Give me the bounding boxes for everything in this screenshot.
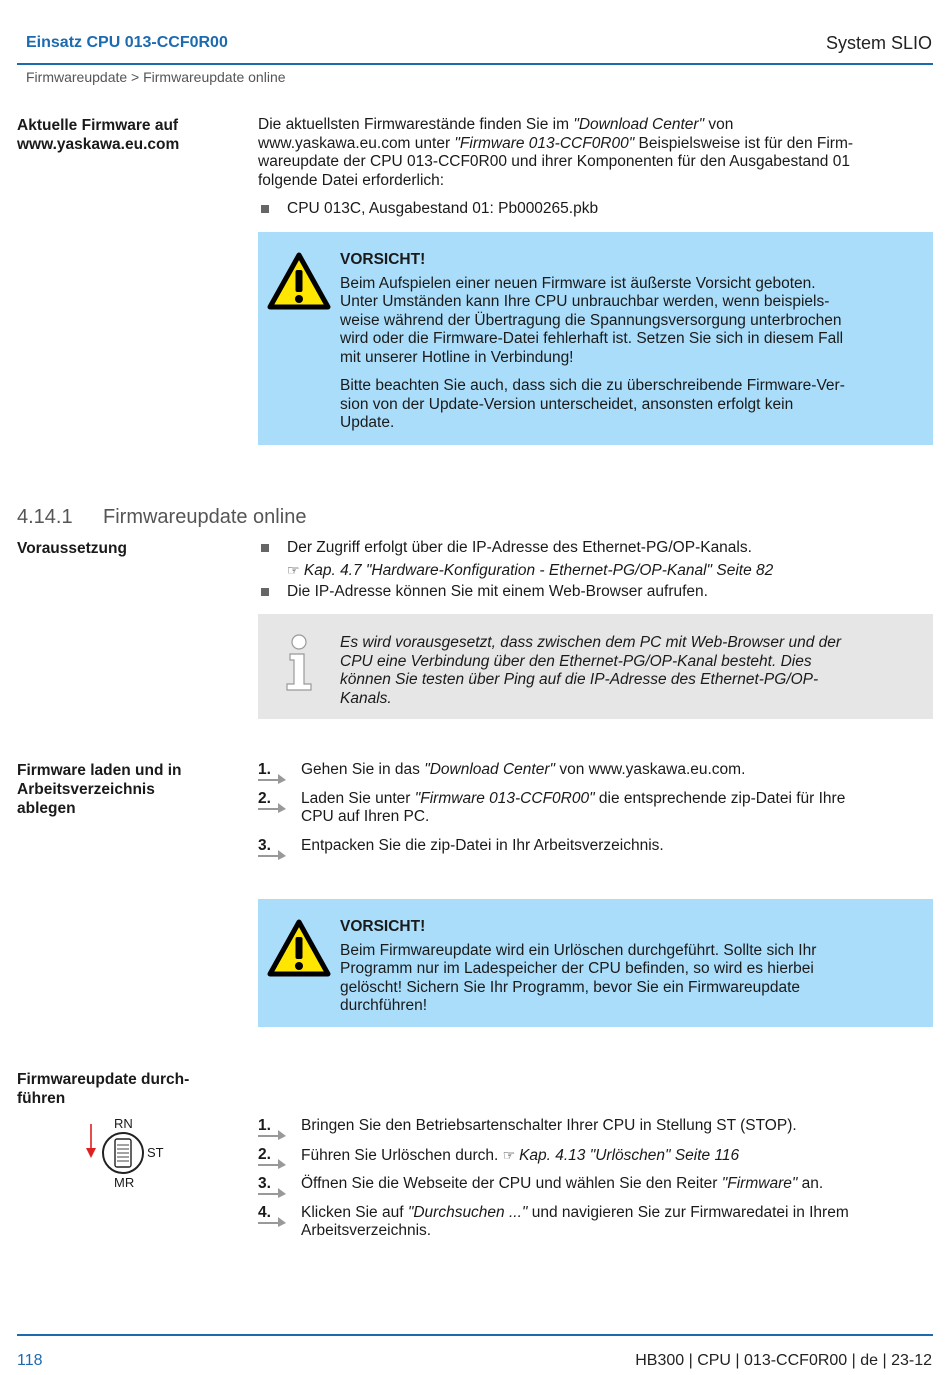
caution-title: VORSICHT! (340, 918, 426, 935)
side-heading-current-firmware (17, 116, 237, 154)
current-firmware-text (258, 116, 928, 219)
section-number: 4.14.1 (17, 506, 73, 528)
side-heading-line: führen (17, 1090, 66, 1107)
text: Laden Sie unter (301, 789, 415, 807)
bullet-square-icon (261, 205, 269, 213)
text: Es wird vorausgesetzt, dass zwischen dem PC mit Web-Browser und der (340, 634, 842, 651)
text: durchführen! (340, 997, 428, 1014)
side-heading-line: Aktuelle Firmware auf (17, 117, 179, 134)
cross-reference-link[interactable] (258, 561, 928, 581)
caution-box (258, 232, 933, 445)
text: CPU eine Verbindung über den Ethernet-PG/OP-Kanal besteht. Dies (340, 652, 812, 670)
bullet-text: CPU 013C, Ausgabestand 01: Pb000265.pkb (287, 200, 599, 217)
step-item (258, 837, 928, 856)
text: Bitte beachten Sie auch, dass sich die zu überschreibende Firmware-Ver- (340, 377, 845, 394)
caution-title: VORSICHT! (340, 251, 426, 268)
switch-label-rn: RN (114, 1116, 133, 1131)
step-item (258, 1117, 928, 1136)
document-title: Einsatz CPU 013-CCF0R00 (26, 34, 228, 51)
info-icon (282, 632, 316, 692)
text: von www.yaskawa.eu.com. (555, 761, 746, 778)
step-number: 4. (258, 1203, 271, 1221)
bullet-item (258, 200, 928, 219)
side-heading-line: www.yaskawa.eu.com (17, 136, 180, 153)
switch-label-mr: MR (114, 1175, 135, 1190)
bullet-item (258, 583, 928, 602)
perform-steps (258, 1117, 928, 1251)
step-number: 2. (258, 789, 271, 807)
load-steps (258, 761, 928, 865)
text: Arbeitsverzeichnis. (301, 1222, 432, 1239)
header-rule (17, 63, 933, 65)
text: und navigieren Sie zur Firmwaredatei in Ihrem (527, 1203, 849, 1221)
footer-rule (17, 1334, 933, 1336)
side-heading-line: Firmwareupdate durch- (17, 1071, 190, 1088)
side-heading-line: ablegen (17, 800, 76, 817)
product-name: System SLIO (825, 33, 932, 53)
bullet-item (258, 539, 928, 558)
text: Unter Umständen kann Ihre CPU unbrauchbar werden, wenn beispiels- (340, 293, 830, 310)
side-heading-perform-update (17, 1070, 237, 1108)
emphasis: "Download Center" (573, 116, 705, 133)
text: Klicken Sie auf (301, 1203, 408, 1221)
step-number: 3. (258, 1175, 271, 1192)
info-box (258, 614, 933, 719)
emphasis: "Durchsuchen ..." (407, 1203, 528, 1221)
text: Öffnen Sie die Webseite der CPU und wählen Sie den Reiter (301, 1175, 722, 1192)
caution-box (258, 899, 933, 1027)
section-title: Firmwareupdate online (103, 506, 307, 528)
text: Beim Aufspielen einer neuen Firmware ist äußerste Vorsicht geboten. (340, 274, 816, 292)
text: Führen Sie Urlöschen durch. (301, 1146, 503, 1164)
text: können Sie testen über Ping auf die IP-Adresse des Ethernet-PG/OP- (340, 671, 819, 688)
text: CPU auf Ihren PC. (301, 808, 430, 825)
step-number: 3. (258, 836, 271, 854)
step-arrow-icon (258, 1217, 286, 1227)
side-heading-prerequisite: Voraussetzung (17, 540, 127, 557)
side-heading-line: Firmware laden und in (17, 762, 182, 779)
step-item (258, 1204, 928, 1241)
link-ref-icon: ☞ (287, 561, 300, 578)
text: weise während der Übertragung die Spannungsversorgung unterbrochen (340, 311, 842, 329)
emphasis: "Firmware" (721, 1175, 798, 1192)
text: die entsprechende zip-Datei für Ihre (594, 789, 846, 807)
text: Programm nur im Ladespeicher der CPU befinden, so wird es hierbei (340, 960, 814, 977)
side-heading-line: Arbeitsverzeichnis (17, 781, 155, 798)
step-number: 2. (258, 1145, 271, 1163)
step-item (258, 790, 928, 827)
text: Kanals. (340, 689, 392, 707)
step-number: 1. (258, 1117, 271, 1134)
step-arrow-icon (258, 774, 286, 784)
text: Bringen Sie den Betriebsartenschalter Ihrer CPU in Stellung ST (STOP). (301, 1117, 797, 1134)
switch-label-st: ST (147, 1145, 164, 1160)
mode-switch-icon (80, 1122, 150, 1176)
text: wird oder die Firmware-Datei fehlerhaft ist. Setzen Sie sich in diesem Fall (340, 330, 844, 347)
link-ref-icon: ☞ (502, 1146, 520, 1163)
step-number: 1. (258, 761, 271, 778)
text: von (704, 116, 734, 133)
emphasis: "Download Center" (424, 761, 556, 778)
step-arrow-icon (258, 850, 286, 860)
bullet-square-icon (261, 588, 269, 596)
text: folgende Datei erforderlich: (258, 171, 445, 189)
text: gelöscht! Sichern Sie Ihr Programm, bevor Sie ein Firmwareupdate (340, 978, 801, 996)
text: Die aktuellsten Firmwarestände finden Sie im (258, 116, 574, 133)
cross-reference-text[interactable]: Kap. 4.7 "Hardware-Konfiguration - Ethernet-PG/OP-Kanal" Seite 82 (303, 561, 774, 579)
emphasis: "Firmware 013-CCF0R00" (454, 134, 635, 152)
step-arrow-icon (258, 803, 286, 813)
step-item (258, 761, 928, 780)
emphasis: "Firmware 013-CCF0R00" (414, 789, 595, 807)
text: an. (797, 1175, 824, 1192)
breadcrumb: Firmwareupdate > Firmwareupdate online (26, 69, 286, 85)
bullet-text: Die IP-Adresse können Sie mit einem Web-Browser aufrufen. (287, 583, 708, 600)
text: Update. (340, 414, 395, 431)
warning-icon (267, 252, 331, 310)
step-item (258, 1175, 928, 1194)
text: wareupdate der CPU 013-CCF0R00 und ihrer Komponenten für den Ausgabestand 01 (258, 153, 850, 170)
text: mit unserer Hotline in Verbindung! (340, 348, 574, 366)
bullet-text: Der Zugriff erfolgt über die IP-Adresse des Ethernet-PG/OP-Kanals. (287, 539, 752, 556)
text: www.yaskawa.eu.com unter (258, 134, 455, 152)
step-arrow-icon (258, 1188, 286, 1198)
text: Beispielsweise ist für den Firm- (634, 134, 854, 152)
warning-icon (267, 919, 331, 977)
document-reference: HB300 | CPU | 013-CCF0R00 | de | 23-12 (635, 1352, 932, 1369)
text: Gehen Sie in das (301, 761, 425, 778)
text: Entpacken Sie die zip-Datei in Ihr Arbeitsverzeichnis. (301, 836, 664, 854)
step-arrow-icon (258, 1130, 286, 1140)
page-number: 118 (17, 1352, 43, 1369)
step-arrow-icon (258, 1159, 286, 1169)
side-heading-load-firmware (17, 761, 237, 818)
text: sion von der Update-Version unterscheidet, ansonsten erfolgt kein (340, 395, 794, 413)
step-item (258, 1146, 928, 1166)
mode-switch-figure (80, 1114, 190, 1194)
text: Beim Firmwareupdate wird ein Urlöschen durchgeführt. Sollte sich Ihr (340, 941, 817, 959)
cross-reference-link[interactable]: Kap. 4.13 "Urlöschen" Seite 116 (519, 1146, 740, 1164)
bullet-square-icon (261, 544, 269, 552)
prerequisite-list (258, 539, 928, 602)
